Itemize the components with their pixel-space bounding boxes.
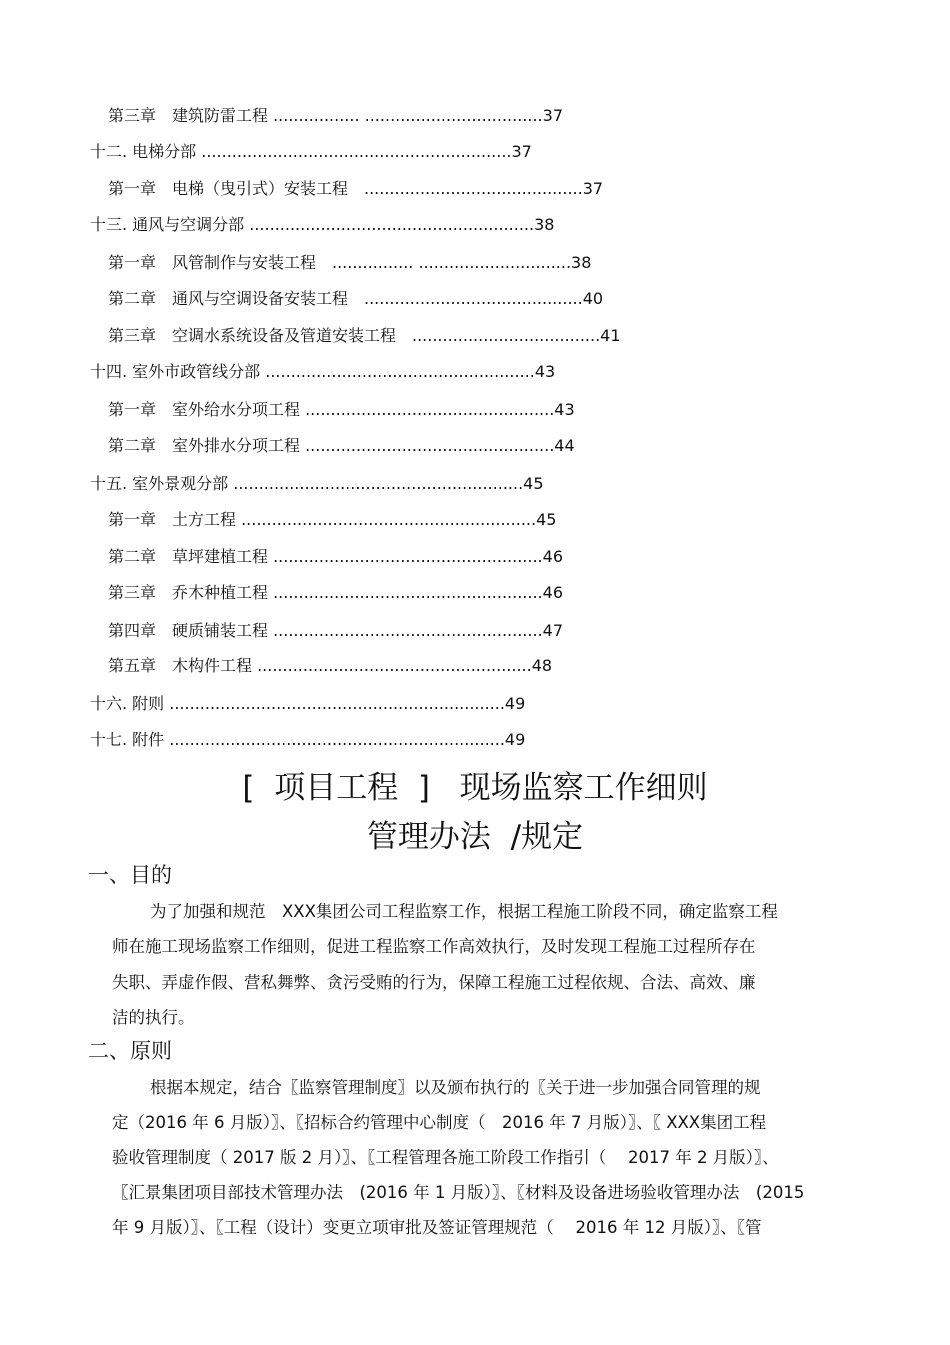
toc-entry[interactable]: 十三. 通风与空调分部 ........................................................38 bbox=[90, 215, 555, 234]
toc-entry[interactable]: 第三章 乔木种植工程 .....................................................46 bbox=[108, 583, 564, 602]
paragraph-line: 洁的执行。 bbox=[112, 1008, 195, 1027]
toc-entry[interactable]: 十七. 附件 ..................................................................49 bbox=[90, 730, 526, 749]
paragraph-line: 失职、弄虚作假、营私舞弊、贪污受贿的行为，保障工程施工过程依规、合法、高效、廉 bbox=[112, 973, 756, 992]
toc-entry[interactable]: 第四章 硬质铺装工程 .....................................................47 bbox=[108, 621, 564, 640]
toc-entry[interactable]: 第三章 空调水系统设备及管道安装工程 .....................................41 bbox=[108, 326, 621, 345]
paragraph-line: 师在施工现场监察工作细则，促进工程监察工作高效执行，及时发现工程施工过程所存在 bbox=[112, 937, 756, 956]
toc-entry[interactable]: 十六. 附则 ..................................................................49 bbox=[90, 694, 526, 713]
toc-entry[interactable]: 十四. 室外市政管线分部 .....................................................43 bbox=[90, 362, 556, 381]
paragraph-line: 定（2016 年 6 月版）〗、〖招标合约管理中心制度（ 2016 年 7 月版）〗、〖 XXX集团工程 bbox=[112, 1113, 767, 1132]
toc-entry[interactable]: 十五. 室外景观分部 .........................................................45 bbox=[90, 474, 544, 493]
paragraph-line: 年 9 月版）〗、〖工程（设计）变更立项审批及签证管理规范（ 2016 年 12 月版）〗、〖管 bbox=[112, 1218, 762, 1237]
toc-entry[interactable]: 第一章 土方工程 ..........................................................45 bbox=[108, 510, 557, 529]
section-heading-purpose: 一、目的 bbox=[88, 863, 172, 887]
toc-entry[interactable]: 第二章 草坪建植工程 .....................................................46 bbox=[108, 547, 564, 566]
section-heading-principle: 二、原则 bbox=[88, 1039, 172, 1063]
toc-entry[interactable]: 第二章 通风与空调设备安装工程 ...........................................40 bbox=[108, 289, 604, 308]
toc-entry[interactable]: 十二. 电梯分部 .............................................................37 bbox=[90, 142, 532, 161]
paragraph-line: 验收管理制度（ 2017 版 2 月）〗、〖工程管理各施工阶段工作指引（ 2017 年 2 月版）〗、 bbox=[112, 1148, 779, 1167]
toc-entry[interactable]: 第五章 木构件工程 ......................................................48 bbox=[108, 656, 553, 675]
toc-entry[interactable]: 第一章 风管制作与安装工程 ................ ..............................38 bbox=[108, 253, 592, 272]
paragraph-line: 根据本规定，结合〖监察管理制度〗以及颁布执行的〖关于进一步加强合同管理的规 bbox=[150, 1078, 761, 1097]
toc-entry[interactable]: 第一章 电梯（曳引式）安装工程 ...........................................37 bbox=[108, 179, 604, 198]
paragraph-line: 为了加强和规范 XXX集团公司工程监察工作，根据工程施工阶段不同，确定监察工程 bbox=[150, 902, 778, 921]
document-subtitle: 管理办法 /规定 bbox=[366, 819, 584, 855]
toc-entry[interactable]: 第一章 室外给水分项工程 .................................................43 bbox=[108, 400, 575, 419]
document-title: [ 项目工程 ] 现场监察工作细则 bbox=[242, 770, 708, 806]
paragraph-line: 〖汇景集团项目部技术管理办法 (2016 年 1 月版）〗、〖材料及设备进场验收管理办法 (2015 bbox=[112, 1183, 805, 1202]
toc-entry[interactable]: 第二章 室外排水分项工程 .................................................44 bbox=[108, 436, 575, 455]
toc-entry[interactable]: 第三章 建筑防雷工程 ................. ...................................37 bbox=[108, 106, 564, 125]
